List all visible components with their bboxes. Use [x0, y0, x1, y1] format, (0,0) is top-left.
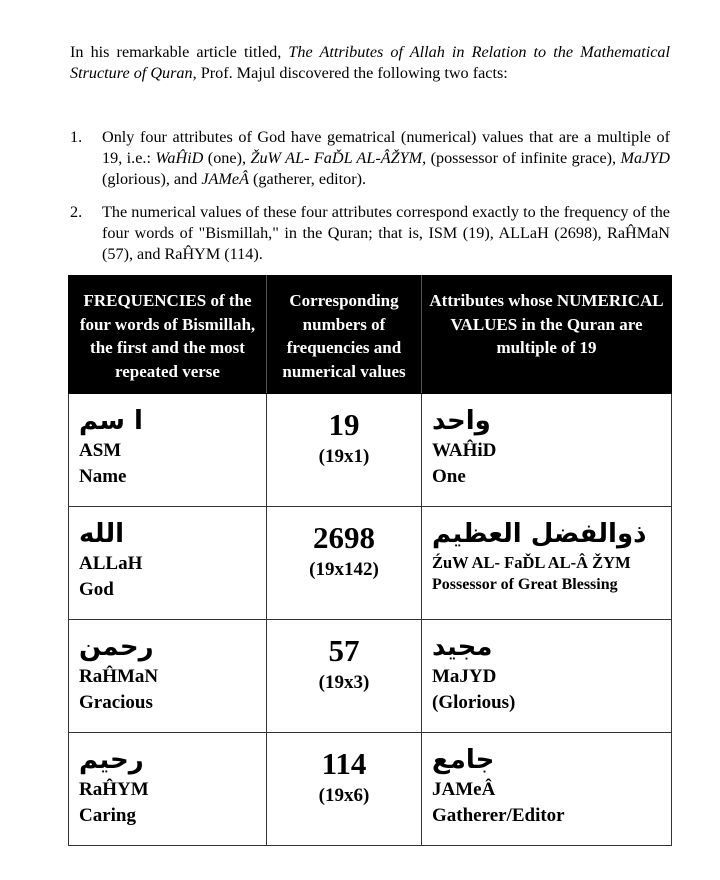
arabic-word: رحيم: [79, 745, 144, 775]
attribute-cell: [422, 733, 672, 846]
arabic-word: ا سم: [79, 406, 143, 436]
attribute-meaning: Gatherer/Editor: [432, 805, 565, 826]
intro-paragraph: [70, 42, 670, 84]
arabic-word: رحمن: [79, 632, 154, 662]
fact-number: 1.: [70, 128, 83, 146]
word-transliteration: ALLaH: [79, 553, 143, 574]
table-row: [69, 733, 672, 846]
attribute-name: WaĤiD: [155, 149, 204, 167]
attribute-name: JAMeÂ: [201, 170, 249, 188]
attribute-transliteration: WAĤiD: [432, 440, 497, 461]
header-frequencies: FREQUENCIES of the four words of Bismillah, the first and the most repeated verse: [69, 276, 267, 394]
header-numbers: Corresponding numbers of frequencies and numerical values: [267, 276, 422, 394]
word-meaning: Gracious: [79, 692, 153, 713]
word-cell: [69, 733, 267, 846]
attributes-table: [68, 275, 672, 846]
fact-item-2: [70, 202, 670, 265]
attribute-cell: [422, 394, 672, 507]
word-transliteration: RaĤMaN: [79, 666, 159, 687]
fact-text: [102, 127, 670, 190]
factorization: (19x1): [318, 446, 370, 467]
attribute-name: ŽuW AL- FaĎL AL-ÂŽYM: [250, 149, 423, 167]
fact-text-part: , (possessor of infinite grace),: [422, 149, 621, 167]
arabic-attribute: مجيد: [432, 632, 493, 662]
frequency-number: 2698: [313, 520, 375, 555]
word-cell: [69, 394, 267, 507]
article-title: The Attributes of Allah in Relation to the Mathematical Structure of Quran: [70, 43, 670, 82]
attribute-transliteration: JAMeÂ: [432, 779, 496, 800]
intro-text-start: In his remarkable article titled,: [70, 43, 289, 61]
factorization: (19x6): [318, 785, 370, 806]
attribute-meaning: One: [432, 466, 466, 487]
arabic-attribute: ذوالفضل العظيم: [432, 519, 647, 549]
table-row: [69, 394, 672, 507]
fact-text-part: (gatherer, editor).: [249, 170, 367, 188]
fact-text-part: (glorious), and: [102, 170, 202, 188]
word-cell: [69, 620, 267, 733]
frequency-number: 19: [328, 407, 360, 442]
attribute-meaning: (Glorious): [432, 692, 516, 713]
frequency-number: 57: [328, 633, 360, 668]
attribute-cell: [422, 620, 672, 733]
word-transliteration: RaĤYM: [79, 779, 149, 800]
fact-text-part: (one),: [203, 149, 251, 167]
word-transliteration: ASM: [79, 440, 122, 461]
number-cell: [267, 394, 422, 507]
table-row: [69, 507, 672, 620]
table-row: [69, 620, 672, 733]
attribute-transliteration: ŹuW AL- FaĎL AL-Â ŽYM: [432, 553, 631, 572]
fact-text-part: Only four attributes of God have gematrical (numerical) values that are a multiple of 19, i.e.:: [102, 128, 670, 167]
word-meaning: God: [79, 579, 114, 600]
number-cell: [267, 620, 422, 733]
attribute-cell: [422, 507, 672, 620]
word-meaning: Caring: [79, 805, 136, 826]
attribute-name: MaJYD: [620, 149, 670, 167]
frequency-number: 114: [321, 746, 367, 781]
word-meaning: Name: [79, 466, 127, 487]
intro-text-end: , Prof. Majul discovered the following two facts:: [192, 64, 508, 82]
fact-item-1: [70, 127, 670, 190]
word-cell: [69, 507, 267, 620]
header-attributes: Attributes whose NUMERICAL VALUES in the Quran are multiple of 19: [422, 276, 672, 394]
number-cell: [267, 507, 422, 620]
arabic-attribute: جامع: [432, 745, 495, 775]
arabic-attribute: واحد: [432, 406, 491, 436]
number-cell: [267, 733, 422, 846]
table-header-row: [69, 276, 672, 394]
attribute-meaning: Possessor of Great Blessing: [432, 576, 618, 593]
factorization: (19x3): [318, 672, 370, 693]
arabic-word: الله: [79, 519, 125, 549]
factorization: (19x142): [309, 559, 379, 580]
fact-number: 2.: [70, 203, 83, 221]
fact-text: The numerical values of these four attributes correspond exactly to the frequency of the four words of "Bismillah," in the Quran; that is, ISM (19), ALLaH (2698), RaĤMaN (57), and RaĤYM (114).: [102, 203, 670, 263]
attribute-transliteration: MaJYD: [432, 666, 497, 687]
